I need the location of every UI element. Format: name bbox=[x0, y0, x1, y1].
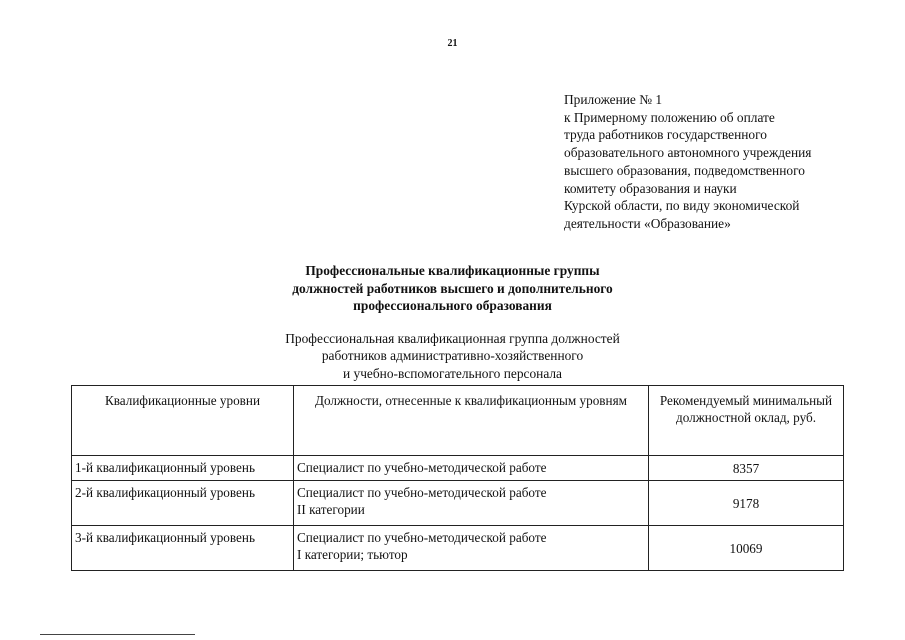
subtitle-line: и учебно-вспомогательного персонала bbox=[342, 365, 563, 381]
header-level: Квалификационные уровни bbox=[72, 386, 294, 456]
header-position: Должности, отнесенные к квалификационным уровням bbox=[294, 386, 649, 456]
cell-salary: 10069 bbox=[649, 526, 844, 571]
group-subtitle bbox=[0, 330, 905, 382]
qualification-table bbox=[71, 385, 844, 571]
position-line: II категории bbox=[297, 502, 365, 517]
position-line: Специалист по учебно-методической работе bbox=[297, 460, 547, 475]
title-line: Профессиональные квалификационные группы bbox=[305, 263, 600, 278]
cell-level: 1-й квалификационный уровень bbox=[72, 456, 294, 481]
position-line: Специалист по учебно-методической работе bbox=[297, 485, 547, 500]
appendix-line: деятельности «Образование» bbox=[564, 215, 731, 231]
cell-position bbox=[294, 481, 649, 526]
cell-level: 2-й квалификационный уровень bbox=[72, 481, 294, 526]
appendix-line: Курской области, по виду экономической bbox=[564, 198, 800, 214]
position-line: Специалист по учебно-методической работе bbox=[297, 530, 547, 545]
cell-level: 3-й квалификационный уровень bbox=[72, 526, 294, 571]
table-row bbox=[72, 481, 844, 526]
title-line: профессионального образования bbox=[353, 298, 552, 313]
header-salary: Рекомендуемый минимальный должностной оклад, руб. bbox=[649, 386, 844, 456]
position-line: I категории; тьютор bbox=[297, 547, 408, 562]
table-row bbox=[72, 526, 844, 571]
footnote-divider bbox=[40, 634, 195, 635]
appendix-line: труда работников государственного bbox=[564, 127, 767, 143]
title-line: должностей работников высшего и дополнительного bbox=[292, 280, 613, 296]
appendix-note bbox=[564, 91, 864, 233]
cell-position bbox=[294, 526, 649, 571]
table-row bbox=[72, 456, 844, 481]
appendix-line: комитету образования и науки bbox=[564, 180, 737, 196]
subtitle-line: Профессиональная квалификационная группа должностей bbox=[285, 331, 620, 346]
page-number: 21 bbox=[447, 38, 458, 49]
cell-salary: 9178 bbox=[649, 481, 844, 526]
cell-position bbox=[294, 456, 649, 481]
appendix-line: к Примерному положению об оплате bbox=[564, 109, 775, 125]
subtitle-line: работников административно-хозяйственного bbox=[321, 348, 584, 364]
appendix-line: образовательного автономного учреждения bbox=[564, 145, 812, 161]
appendix-line: высшего образования, подведомственного bbox=[564, 162, 805, 178]
cell-salary: 8357 bbox=[649, 456, 844, 481]
table-header-row bbox=[72, 386, 844, 456]
document-title bbox=[0, 262, 905, 315]
appendix-line: Приложение № 1 bbox=[564, 92, 663, 107]
